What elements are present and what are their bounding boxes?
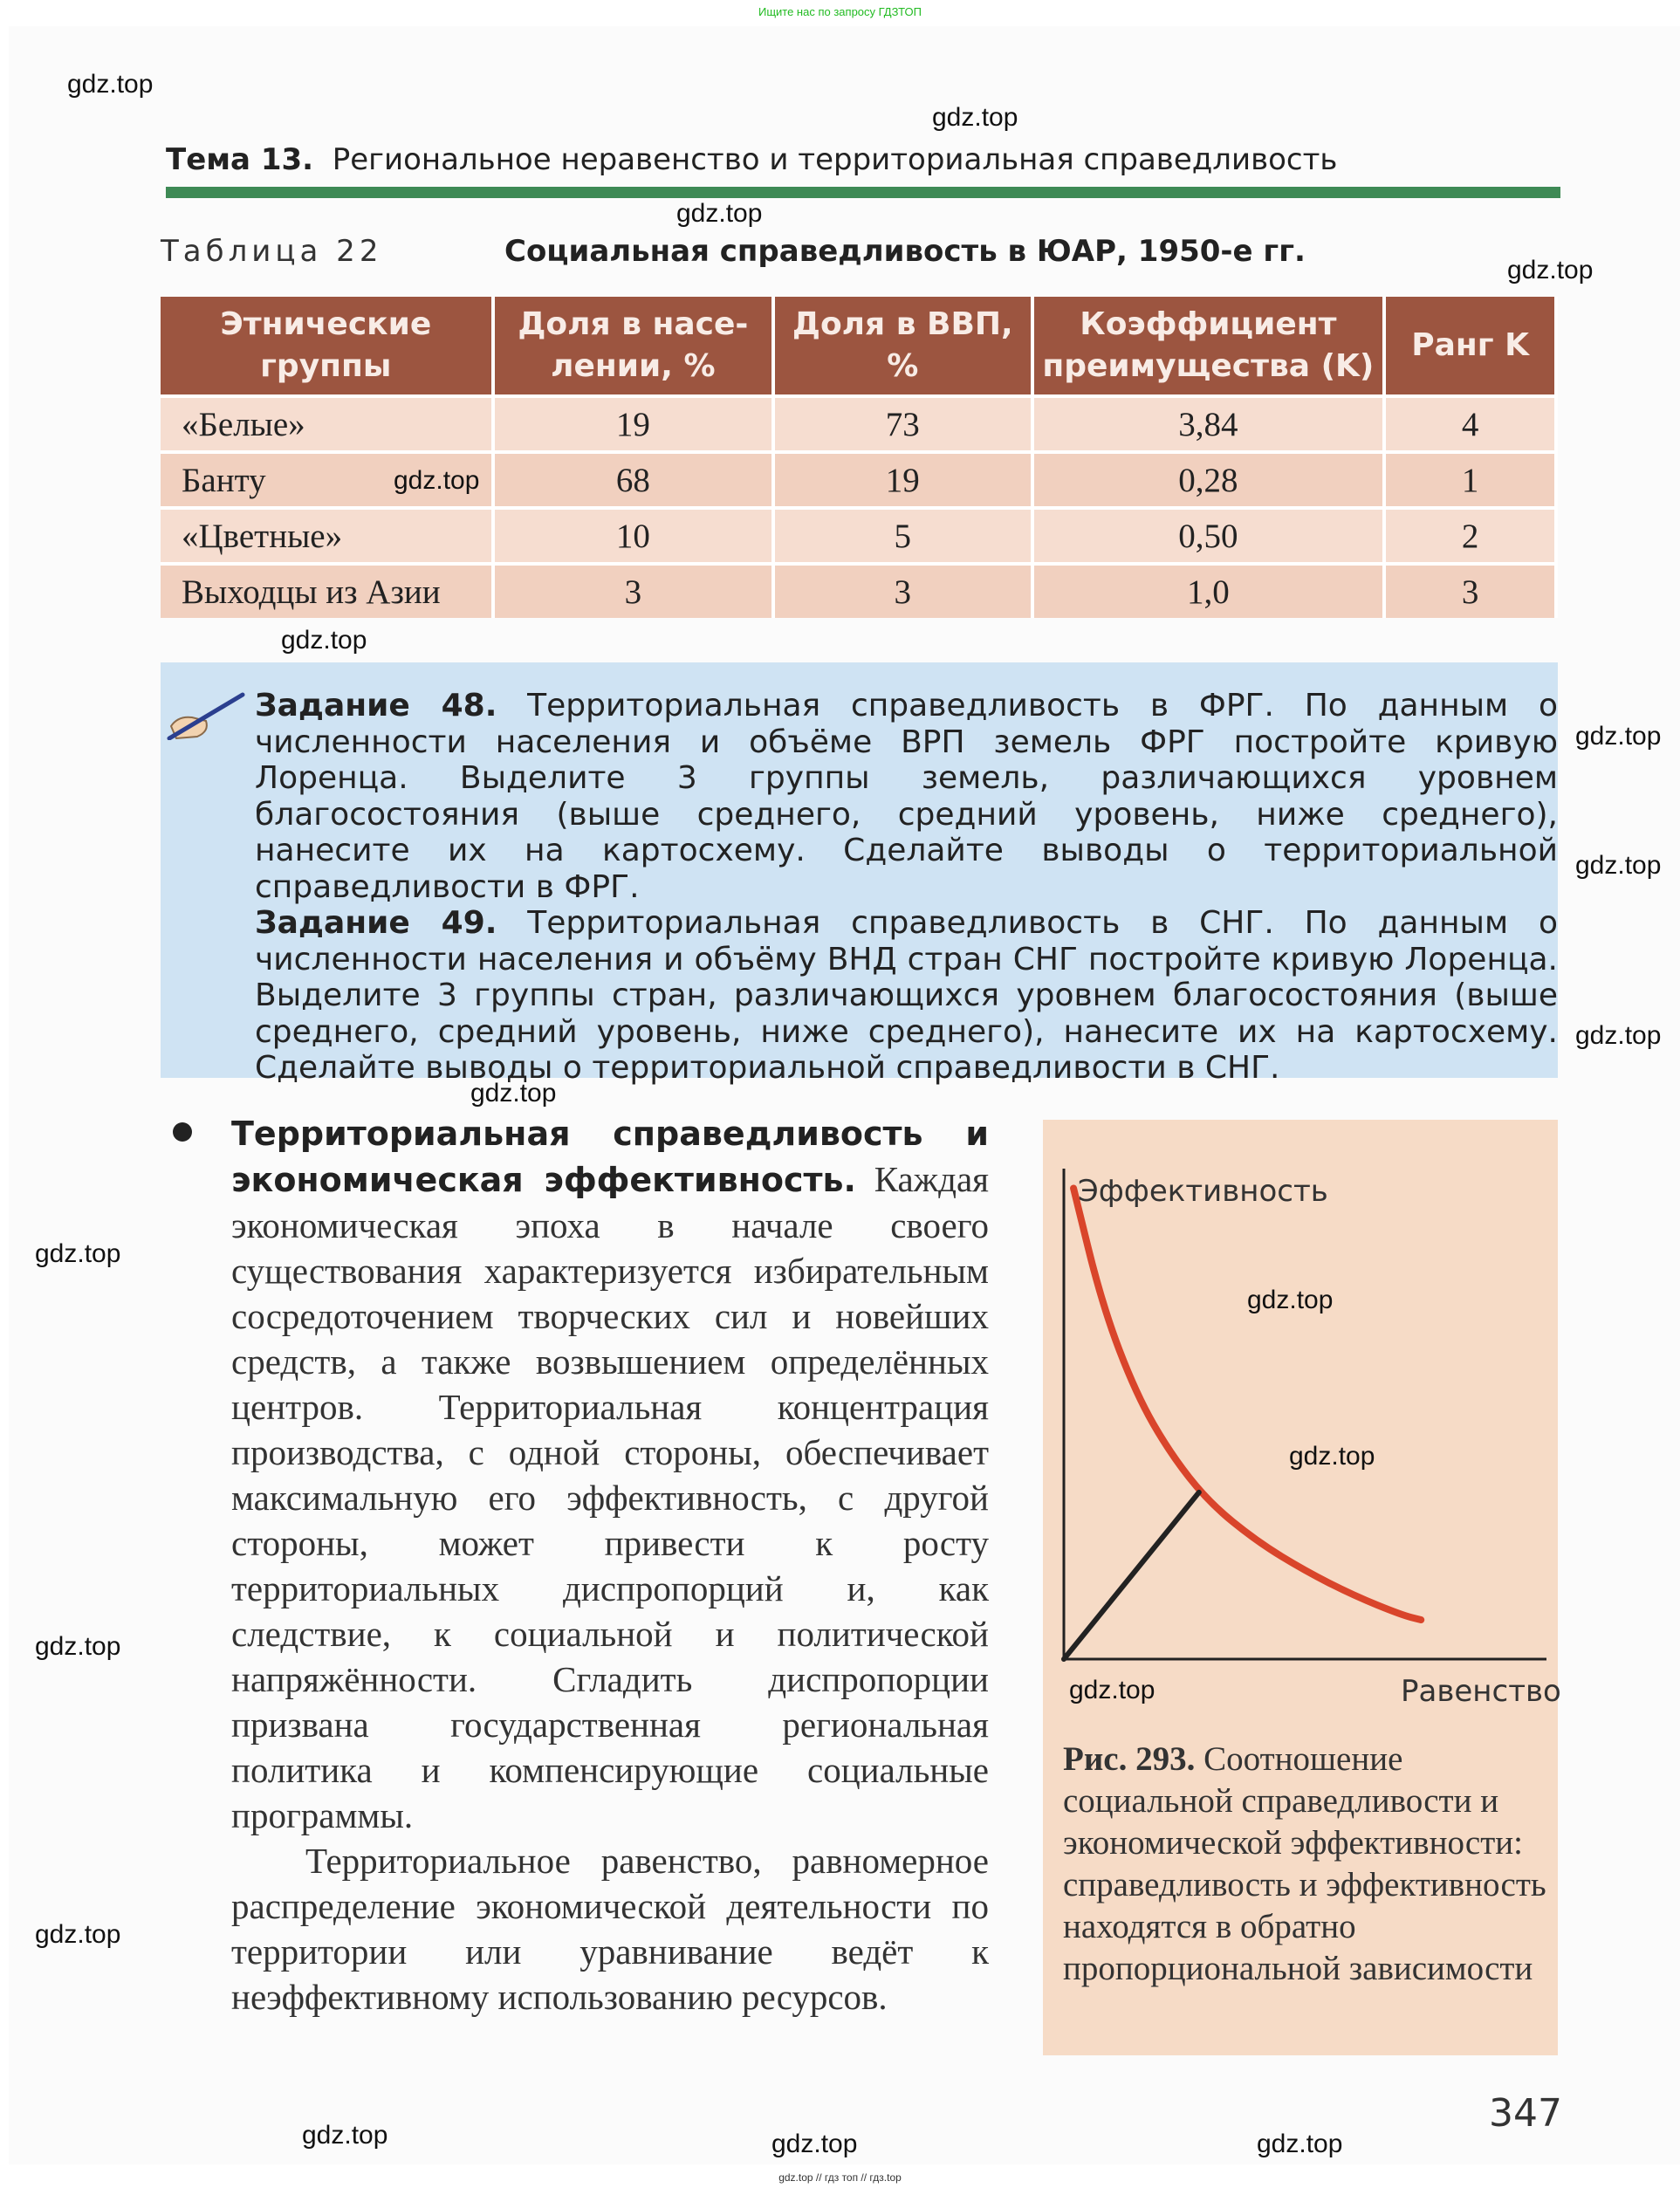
watermark: gdz.top: [1257, 2130, 1343, 2158]
cell: 5: [773, 508, 1032, 564]
watermark: gdz.top: [35, 1632, 121, 1661]
caption-label: Рис. 293.: [1063, 1740, 1196, 1778]
cell: Банту: [161, 452, 493, 508]
watermark: gdz.top: [1575, 1021, 1662, 1050]
column-header: Доля в ВВП, %: [773, 297, 1032, 396]
watermark: gdz.top: [35, 1239, 121, 1268]
watermark: gdz.top: [302, 2121, 388, 2150]
theme-heading: [166, 142, 1337, 177]
task-label: Задание 49.: [255, 905, 497, 941]
task-text: Территориальная справедливость в ФРГ. По данным о численности населения и объёме ВРП земель ФРГ постройте кривую Лоренца. Выделите 3 группы земель, различающихся уровнем благосостояния (выше среднего, средний уровень, ниже среднего), нанесите их на картосхему. Сделайте выводы о территориальной справедливости в ФРГ.: [255, 688, 1558, 905]
watermark: gdz.top: [470, 1079, 557, 1108]
watermark: gdz.top: [35, 1920, 121, 1949]
watermark: gdz.top: [1507, 256, 1594, 285]
cell: 1,0: [1032, 564, 1385, 618]
watermark: gdz.top: [1575, 722, 1662, 751]
task-text: Территориальная справедливость в СНГ. По данным о численности населения и объёму ВНД стран СНГ постройте кривую Лоренца. Выделите 3 группы стран, различающихся уровнем благосостояния (выше среднего, средний уровень, ниже среднего), нанесите их на картосхему. Сделайте выводы о территориальной справедливости в СНГ.: [255, 905, 1558, 1086]
tasks: [255, 688, 1558, 1087]
table-row: [161, 564, 1556, 618]
watermark: gdz.top: [1069, 1676, 1155, 1704]
chart: [1043, 1120, 1558, 1731]
cell: «Белые»: [161, 396, 493, 452]
paragraph: Территориальное равенство, равномерное распределение экономической деятельности по территории или уравнивание ведёт к неэффективному использованию ресурсов.: [231, 1841, 989, 2017]
cell: 19: [493, 396, 773, 452]
theme-title: Региональное неравенство и территориальная справедливость: [332, 142, 1338, 177]
x-axis-label: Равенство: [1401, 1674, 1561, 1709]
figure-caption: [1063, 1739, 1552, 1990]
watermark: gdz.top: [1575, 851, 1662, 880]
cell: 3: [1384, 564, 1556, 618]
task-49: [255, 905, 1558, 1087]
y-axis-label: Эффективность: [1078, 1174, 1328, 1209]
cell: 2: [1384, 508, 1556, 564]
cell: 10: [493, 508, 773, 564]
watermark: gdz.top: [281, 626, 367, 655]
cell: 3,84: [1032, 396, 1385, 452]
cell: 4: [1384, 396, 1556, 452]
theme-label: Тема 13.: [166, 142, 314, 177]
bottom-note: gdz.top // гдз топ // гдз.top: [778, 2171, 902, 2184]
watermark: gdz.top: [394, 466, 480, 495]
watermark: gdz.top: [67, 70, 154, 99]
cell: 1: [1384, 452, 1556, 508]
header-divider: [166, 187, 1560, 198]
column-header: Коэффициент преимущества (K): [1032, 297, 1385, 396]
caption-text: Соотношение социальной справедливости и экономической эффективности: справедливость и эффективность находятся в обратно пропорциональной зависимости: [1063, 1740, 1546, 1987]
watermark: gdz.top: [676, 199, 763, 228]
cell: 0,50: [1032, 508, 1385, 564]
table-row: [161, 396, 1556, 452]
column-header: Этнические группы: [161, 297, 493, 396]
watermark: gdz.top: [1247, 1286, 1334, 1314]
column-header: Доля в насе-лении, %: [493, 297, 773, 396]
cell: 19: [773, 452, 1032, 508]
cell: 3: [773, 564, 1032, 618]
task-48: [255, 688, 1558, 905]
data-table: [161, 297, 1558, 618]
table-row: [161, 508, 1556, 564]
cell: 68: [493, 452, 773, 508]
table-header-row: [161, 297, 1556, 396]
watermark: gdz.top: [771, 2130, 858, 2158]
cell: 73: [773, 396, 1032, 452]
cell: Выходцы из Азии: [161, 564, 493, 618]
watermark: gdz.top: [1289, 1442, 1375, 1471]
table-title: Социальная справедливость в ЮАР, 1950-е гг.: [504, 234, 1306, 269]
page-number: 347: [1489, 2091, 1562, 2136]
table-row: [161, 452, 1556, 508]
series-curve: [1073, 1188, 1421, 1620]
pencil-hand-icon: [166, 691, 246, 740]
body-text: [231, 1110, 989, 2020]
series-line: [1064, 1492, 1199, 1659]
cell: 0,28: [1032, 452, 1385, 508]
top-note: Ищите нас по запросу ГДЗТОП: [758, 5, 922, 18]
cell: «Цветные»: [161, 508, 493, 564]
section-heading: Территориальная справедливость и экономическая эффективность.: [231, 1115, 989, 1199]
column-header: Ранг K: [1384, 297, 1556, 396]
bullet-icon: [173, 1122, 192, 1142]
watermark: gdz.top: [932, 103, 1018, 132]
paragraph: [231, 1110, 989, 1838]
task-label: Задание 48.: [255, 688, 497, 724]
cell: 3: [493, 564, 773, 618]
paragraph-text: Каждая экономическая эпоха в начале своего существования характеризуется избирательным сосредоточением творческих сил и новейших средств, а также возвышением определённых центров. Территориальная концентрация производства, с одной стороны, обеспечивает максимальную его эффективность, с другой стороны, может привести к росту территориальных диспропорций и, как следствие, к социальной и политической напряжённости. Сгладить диспропорции призвана государственная региональная политика и компенсирующие социальные программы.: [231, 1159, 989, 1835]
table-number: Таблица 22: [161, 234, 383, 269]
